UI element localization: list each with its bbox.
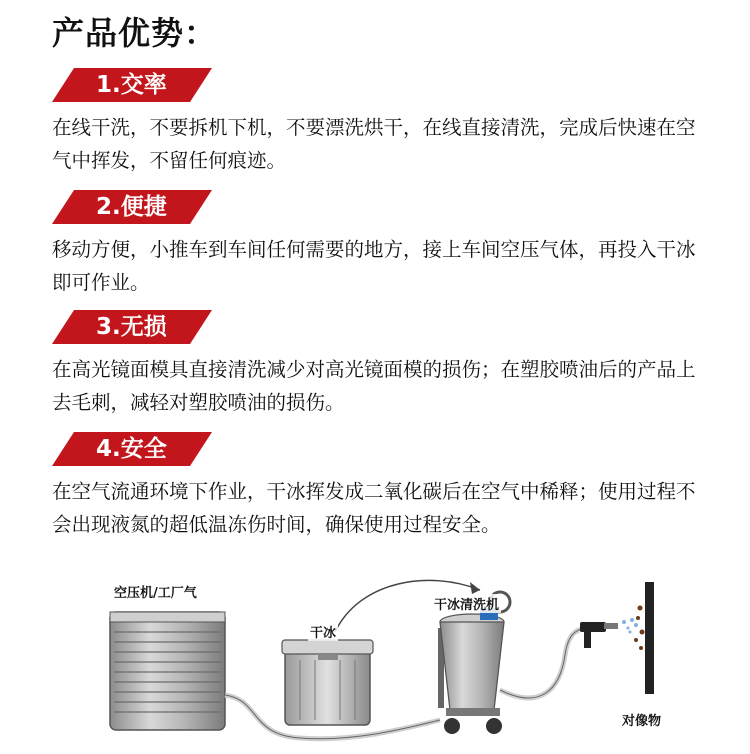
equipment-illustration: [0, 560, 750, 750]
section-heading-1-label: 1.交率: [96, 72, 167, 98]
target-object-icon: [645, 582, 654, 694]
section-heading-2: [52, 190, 212, 224]
target-label: 对像物: [620, 710, 663, 729]
compressor-icon: [110, 612, 225, 730]
cleaning-machine-icon: [438, 592, 510, 734]
section-heading-1: [52, 68, 212, 102]
blast-particles: [622, 618, 638, 634]
section-text-3: 在高光镜面模具直接清洗减少对高光镜面模的损伤；在塑胶喷油后的产品上去毛刺，减轻对塑胶喷油的损伤。: [52, 358, 696, 414]
section-heading-4-label: 4.安全: [96, 436, 167, 462]
compressor-label: 空压机/工厂气: [112, 582, 199, 601]
section-heading-3: [52, 310, 212, 344]
section-text-1: 在线干洗，不要拆机下机，不要漂洗烘干，在线直接清洗，完成后快速在空气中挥发，不留任何痕迹。: [52, 116, 696, 172]
spray-gun-icon: [580, 622, 618, 648]
section-heading-2-label: 2.便捷: [96, 194, 167, 220]
dry-ice-label: 干冰: [308, 622, 338, 641]
page-title: 产品优势：: [52, 14, 218, 52]
dry-ice-box-icon: [282, 640, 373, 725]
section-heading-3-label: 3.无损: [96, 314, 167, 340]
section-text-4: 在空气流通环境下作业，干冰挥发成二氧化碳后在空气中稀释；使用过程不会出现液氮的超低温冻伤时间，确保使用过程安全。: [52, 480, 696, 536]
section-heading-4: [52, 432, 212, 466]
section-text-2: 移动方便，小推车到车间任何需要的地方，接上车间空压气体，再投入干冰即可作业。: [52, 238, 696, 294]
machine-label: 干冰清洗机: [432, 594, 501, 613]
blast-hose: [500, 628, 585, 698]
